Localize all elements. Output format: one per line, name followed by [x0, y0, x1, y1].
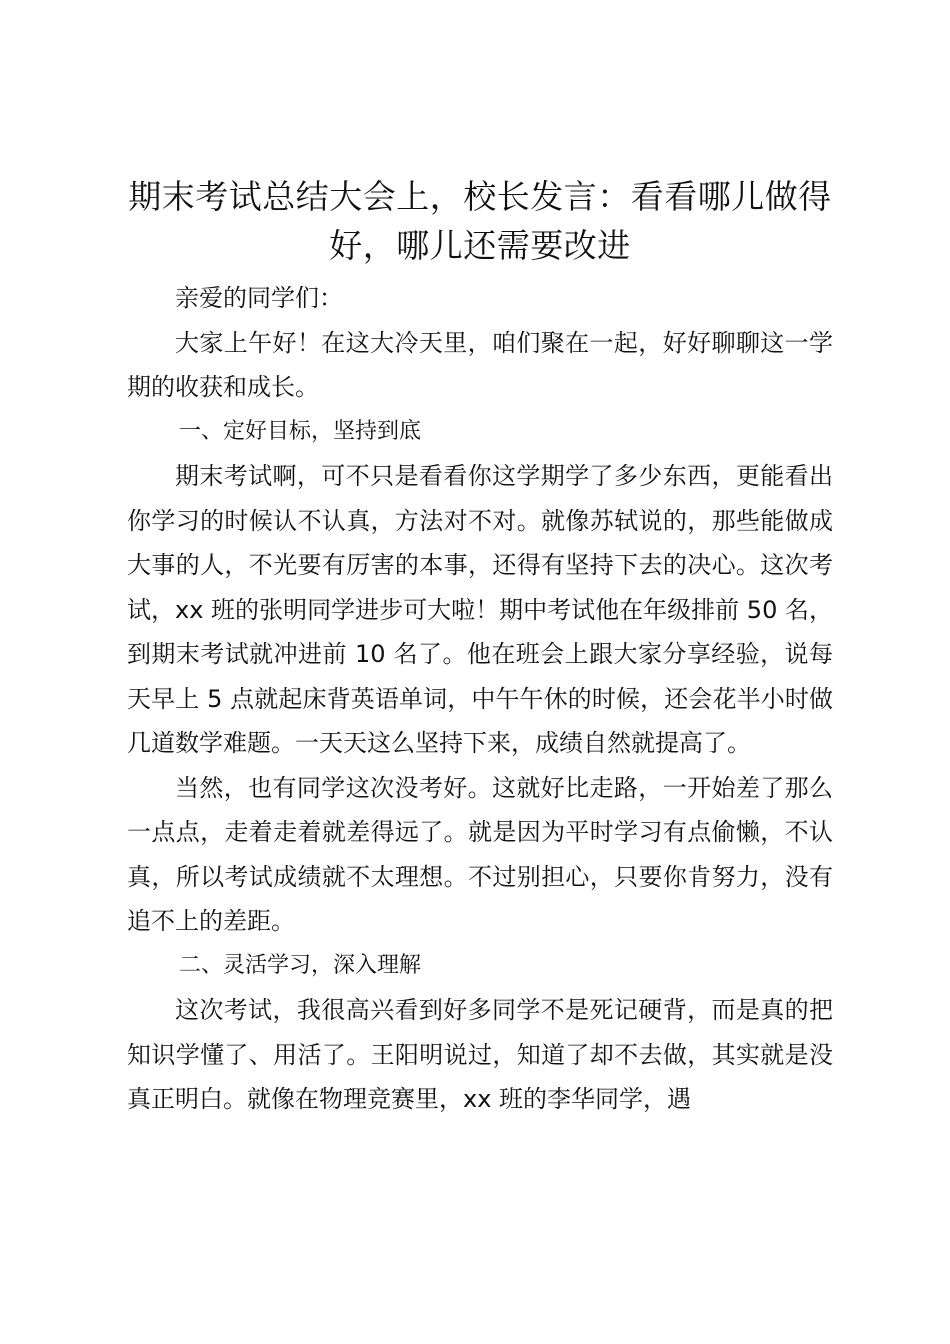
document-body	[127, 172, 833, 1122]
document-title: 期末考试总结大会上，校长发言：看看哪儿做得好，哪儿还需要改进	[128, 177, 832, 265]
section2-paragraph-1: 这次考试，我很高兴看到好多同学不是死记硬背，而是真的把知识学懂了、用活了。王阳明说过，知道了却不去做，其实就是没真正明白。就像在物理竞赛里，xx 班的李华同学，遇	[127, 996, 833, 1113]
section1-paragraph-1: 期末考试啊，可不只是看看你这学期学了多少东西，更能看出你学习的时候认不认真，方法对不对。就像苏轼说的，那些能做成大事的人，不光要有厉害的本事，还得有坚持下去的决心。这次考试，xx 班的张明同学进步可大啦！期中考试他在年级排前 50 名，到期末考试就冲进前 10 名了。他在班会上跟大家分享经验，说每天早上 5 点就起床背英语单词，中午午休的时候，还会花半小时做几道数学难题。一天天这么坚持下来，成绩自然就提高了。	[127, 462, 833, 757]
section1-paragraph-2: 当然，也有同学这次没考好。这就好比走路，一开始差了那么一点点，走着走着就差得远了。就是因为平时学习有点偷懒，不认真，所以考试成绩就不太理想。不过别担心，只要你肯努力，没有追不上的差距。	[127, 773, 833, 935]
opening-paragraph: 大家上午好！在这大冷天里，咱们聚在一起，好好聊聊这一学期的收获和成长。	[127, 328, 833, 401]
section-heading-2: 二、灵活学习，深入理解	[179, 952, 422, 978]
greeting: 亲爱的同学们：	[175, 284, 343, 312]
section-heading-1: 一、定好目标，坚持到底	[179, 418, 422, 444]
